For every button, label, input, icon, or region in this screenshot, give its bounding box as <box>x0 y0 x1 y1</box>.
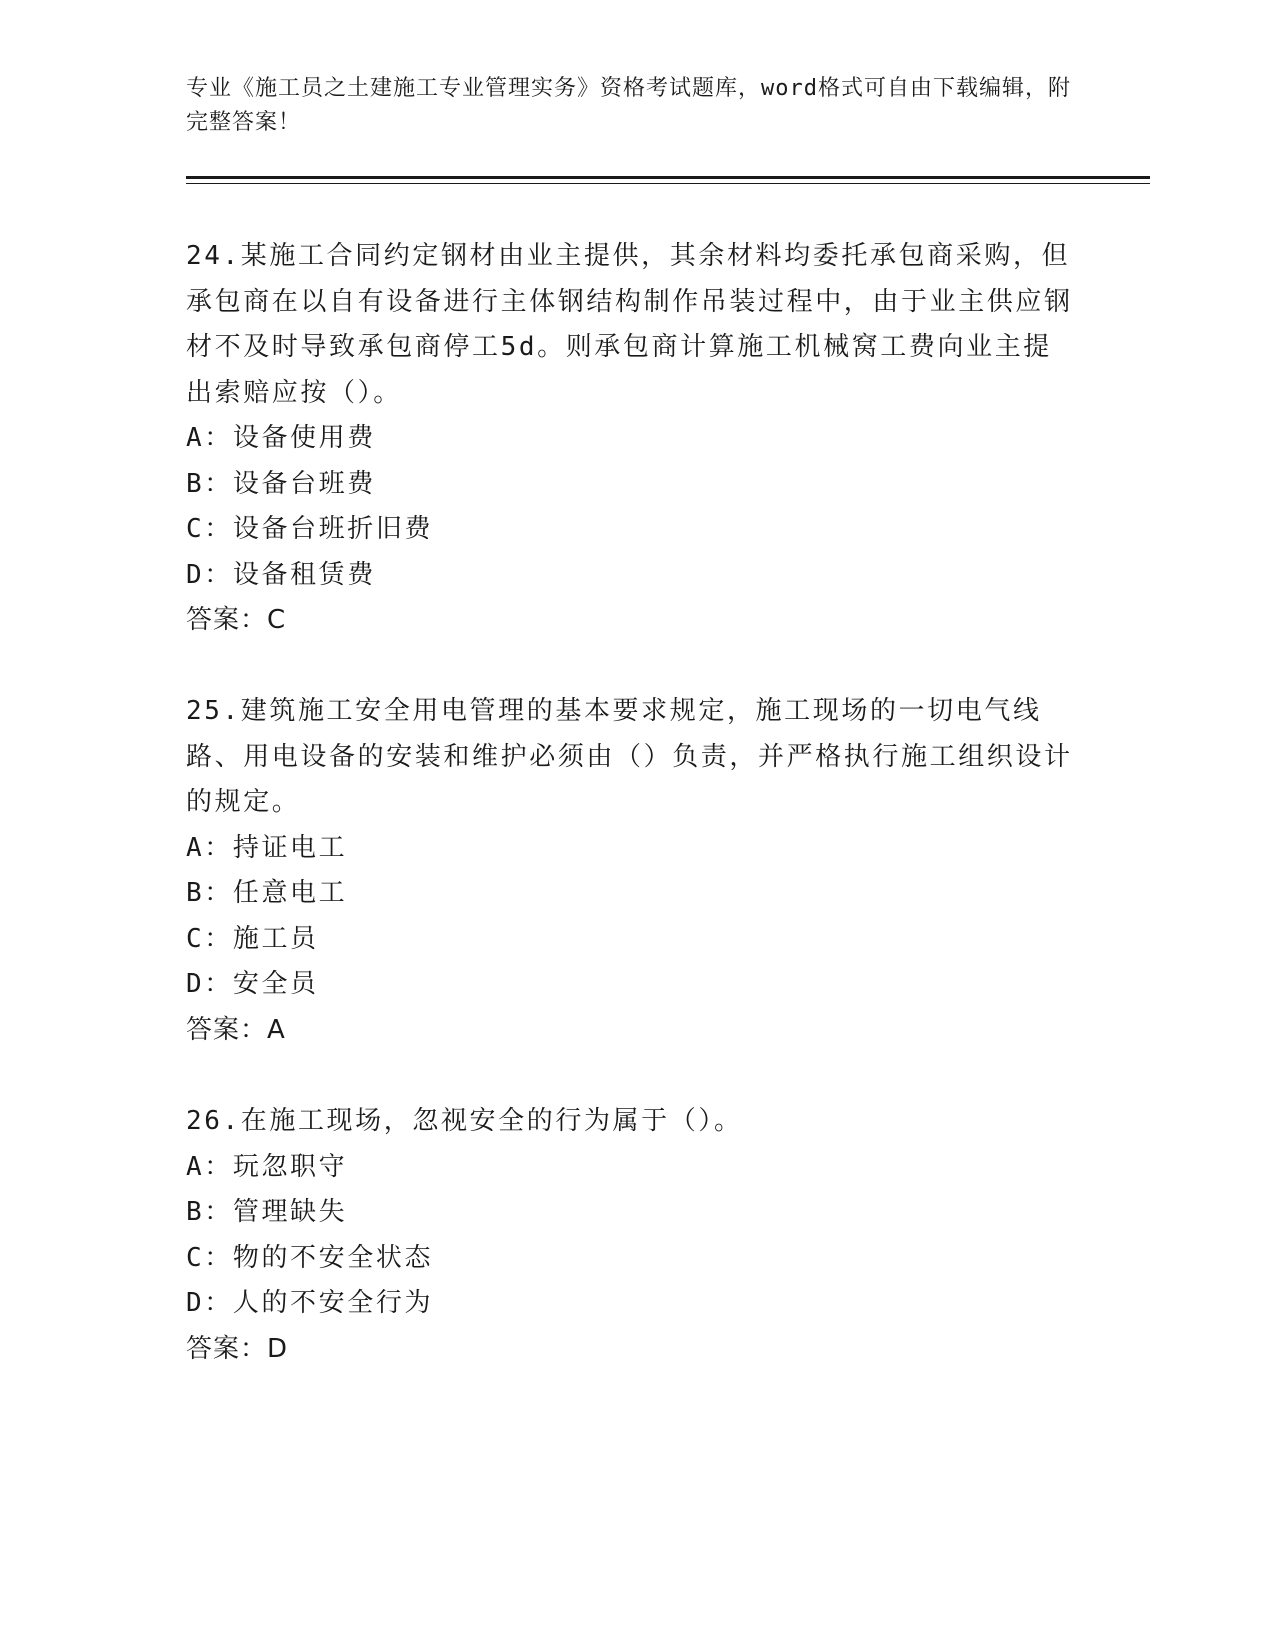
option-d: D：安全员 <box>186 969 319 999</box>
option-d: D：人的不安全行为 <box>186 1288 434 1318</box>
question-stem: 26.在施工现场，忽视安全的行为属于（）。 <box>186 1106 743 1136</box>
option-c: C：物的不安全状态 <box>186 1242 434 1273</box>
question-24 <box>186 234 1076 644</box>
question-26 <box>186 1099 1076 1372</box>
answer: 答案：A <box>186 1014 286 1045</box>
document-header: 专业《施工员之土建施工专业管理实务》资格考试题库，word格式可自由下载编辑，附完整答案！ <box>186 76 1071 135</box>
option-c: C：施工员 <box>186 923 319 954</box>
header-divider-thin <box>186 183 1150 184</box>
option-d: D：设备租赁费 <box>186 559 376 590</box>
question-stem: 24.某施工合同约定钢材由业主提供，其余材料均委托承包商采购，但承包商在以自有设备进行主体钢结构制作吊装过程中，由于业主供应钢材不及时导致承包商停工5d。则承包商计算施工机械窝工费向业主提出索赔应按（）。 <box>186 241 1073 408</box>
header-divider-thick <box>186 176 1150 179</box>
option-a: A：设备使用费 <box>186 423 376 453</box>
question-25 <box>186 689 1076 1053</box>
option-c: C：设备台班折旧费 <box>186 514 434 544</box>
question-stem: 25.建筑施工安全用电管理的基本要求规定，施工现场的一切电气线路、用电设备的安装和维护必须由（）负责，并严格执行施工组织设计的规定。 <box>186 696 1073 817</box>
option-a: A：持证电工 <box>186 832 348 863</box>
answer: 答案：D <box>186 1333 289 1364</box>
answer: 答案：C <box>186 605 287 635</box>
option-a: A：玩忽职守 <box>186 1151 348 1182</box>
option-b: B：任意电工 <box>186 878 348 908</box>
option-b: B：设备台班费 <box>186 468 376 499</box>
option-b: B：管理缺失 <box>186 1197 348 1227</box>
